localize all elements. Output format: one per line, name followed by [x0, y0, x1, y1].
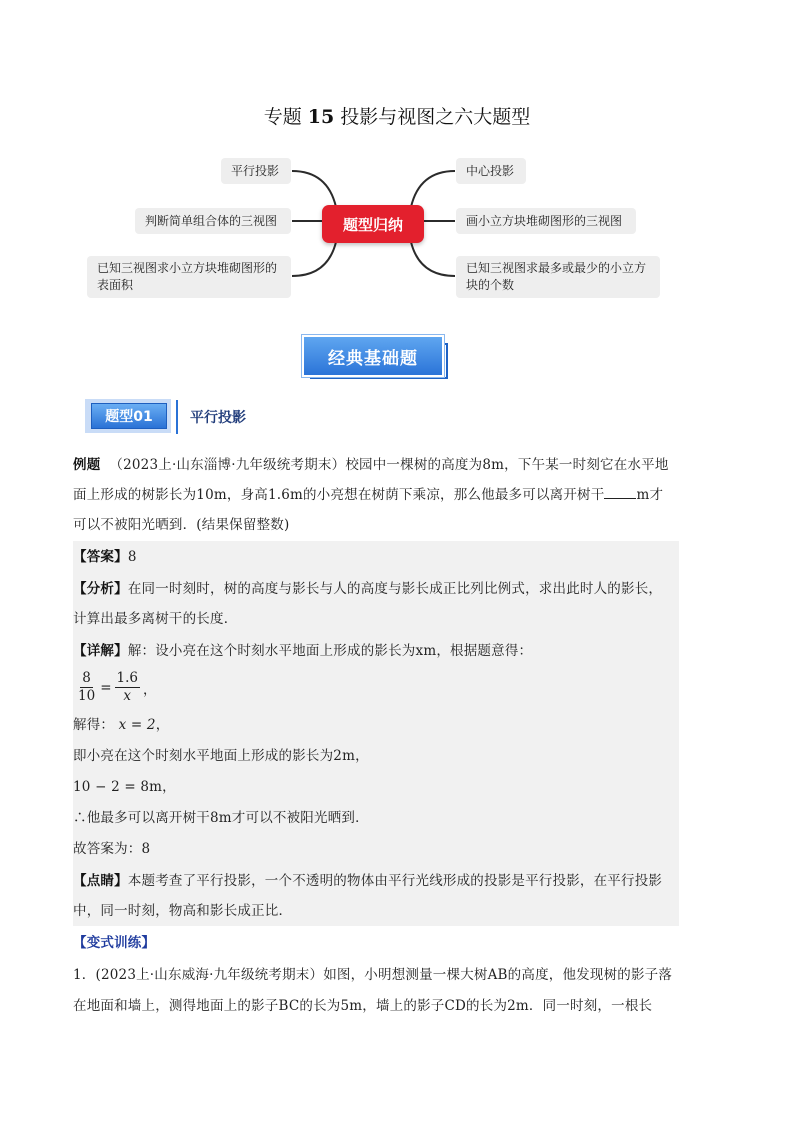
- banner-classic-basics: 经典基础题: [302, 335, 444, 377]
- detail-line-3: 即小亮在这个时刻水平地面上形成的影长为2m，: [73, 748, 369, 764]
- mindmap-node-surface-area: 已知三视图求小立方块堆砌图形的表面积: [87, 256, 291, 298]
- title-number: 15: [307, 106, 335, 128]
- mindmap-node-draw-three-views: 画小立方块堆砌图形的三视图: [456, 208, 636, 234]
- mindmap-node-max-min-cubes: 已知三视图求最多或最少的小立方块的个数: [456, 256, 660, 298]
- section-badge: 题型01: [91, 403, 167, 429]
- answer-blank[interactable]: [604, 484, 636, 499]
- answer-line: 【答案】8: [73, 549, 137, 565]
- detail-line-6: 故答案为：8: [73, 841, 151, 857]
- mindmap-center: 题型归纳: [322, 205, 424, 243]
- comment-line-1: 【点睛】本题考查了平行投影，一个不透明的物体由平行光线形成的投影是平行投影，在平行投影: [73, 873, 663, 889]
- example-line-2: 面上形成的树影长为10m，身高1.6m的小亮想在树荫下乘凉，那么他最多可以离开树干 m才: [73, 480, 679, 510]
- section-title: 平行投影: [190, 410, 246, 426]
- example-line-1: 例题 （2023上·山东淄博·九年级统考期末）校园中一棵树的高度为8m，下午某一时刻它在水平地: [73, 457, 669, 473]
- example-label: 例题: [73, 457, 101, 473]
- detail-line-5: ∴他最多可以离开树干8m才可以不被阳光晒到．: [73, 810, 369, 826]
- detail-line-1: 【详解】解：设小亮在这个时刻水平地面上形成的影长为xm，根据题意得：: [73, 643, 533, 659]
- title-prefix: 专题: [263, 106, 302, 128]
- analysis-line-1: 【分析】在同一时刻时，树的高度与影长与人的高度与影长成正比列比例式，求出此时人的影长，: [73, 581, 663, 597]
- variant-q1-line-2: 在地面和墙上，测得地面上的影子BC的长为5m，墙上的影子CD的长为2m．同一时刻，一根长: [73, 998, 653, 1014]
- fraction-right: $\frac{1.6}{x}$: [116, 670, 138, 704]
- detail-line-4: 10 − 2 = 8m，: [73, 779, 176, 795]
- proportion-equation: $\frac{8}{10}$ = $\frac{1.6}{x}$ ，: [78, 670, 157, 704]
- mindmap-node-parallel-projection: 平行投影: [221, 158, 291, 184]
- mindmap-node-judge-three-views: 判断简单组合体的三视图: [135, 208, 291, 234]
- example-line-3: 可以不被阳光晒到．(结果保留整数): [73, 517, 290, 533]
- detail-solve-line: 解得： x = 2，: [73, 717, 170, 733]
- title-text: 投影与视图之六大题型: [340, 106, 531, 128]
- answer-value: 8: [127, 549, 137, 565]
- fraction-left: $\frac{8}{10}$: [78, 670, 96, 704]
- analysis-line-2: 计算出最多离树干的长度．: [73, 611, 238, 627]
- mindmap-node-central-projection: 中心投影: [456, 158, 526, 184]
- section-divider: [176, 400, 178, 434]
- variant-label: 【变式训练】: [73, 935, 156, 951]
- variant-q1-line-1: 1．(2023上·山东威海·九年级统考期末）如图，小明想测量一棵大树AB的高度，他发现树的影子落: [73, 967, 673, 983]
- comment-line-2: 中，同一时刻，物高和影长成正比．: [73, 903, 293, 919]
